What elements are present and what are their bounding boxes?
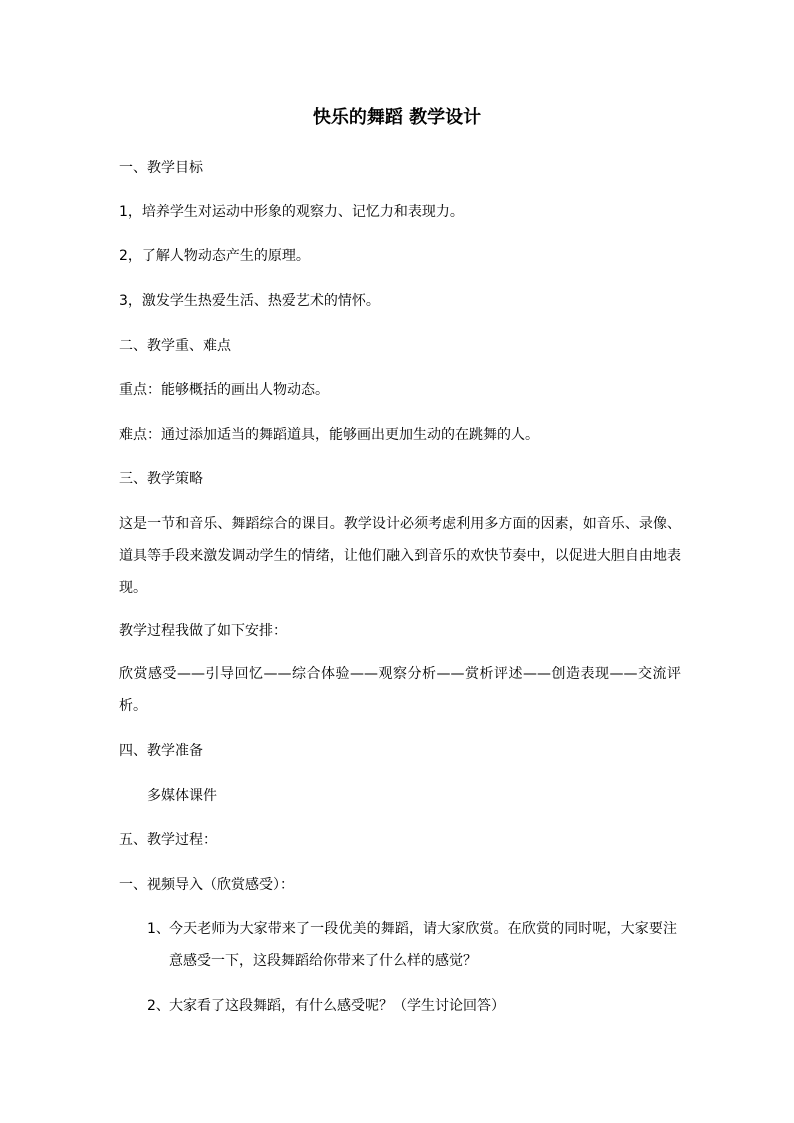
process-heading: 五、教学过程： bbox=[119, 832, 217, 848]
process-item-number: 2、 bbox=[147, 998, 170, 1014]
difficult-point: 难点：通过添加适当的舞蹈道具，能够画出更加生动的在跳舞的人。 bbox=[119, 427, 539, 443]
process-item-text: 大家看了这段舞蹈，有什么感受呢？（学生讨论回答） bbox=[169, 998, 505, 1014]
key-heading: 二、教学重、难点 bbox=[119, 338, 231, 354]
key-point: 重点：能够概括的画出人物动态。 bbox=[119, 382, 329, 398]
arrangement-intro: 教学过程我做了如下安排： bbox=[119, 623, 287, 639]
goals-heading: 一、教学目标 bbox=[119, 160, 203, 176]
arrangement-flow: 欣赏感受——引导回忆——综合体验——观察分析——赏析评述——创造表现——交流评析。 bbox=[119, 666, 681, 714]
process-item-2 bbox=[147, 990, 677, 1022]
document-title: 快乐的舞蹈 教学设计 bbox=[312, 107, 482, 128]
goal-item-2: 2，了解人物动态产生的原理。 bbox=[119, 248, 310, 264]
process-sub-heading: 一、视频导入（欣赏感受）： bbox=[119, 877, 294, 893]
goal-item-1: 1，培养学生对运动中形象的观察力、记忆力和表现力。 bbox=[119, 204, 464, 220]
process-item-number: 1、 bbox=[147, 921, 170, 937]
prep-heading: 四、教学准备 bbox=[119, 743, 203, 759]
prep-item: 多媒体课件 bbox=[147, 788, 217, 804]
strategy-heading: 三、教学策略 bbox=[119, 471, 203, 487]
process-item-1 bbox=[147, 913, 677, 977]
strategy-paragraph: 这是一节和音乐、舞蹈综合的课目。教学设计必须考虑利用多方面的因素，如音乐、录像、道具等手段来激发调动学生的情绪，让他们融入到音乐的欢快节奏中，以促进大胆自由地表现。 bbox=[119, 516, 681, 596]
process-item-text: 今天老师为大家带来了一段优美的舞蹈，请大家欣赏。在欣赏的同时呢，大家要注意感受一下，这段舞蹈给你带来了什么样的感觉？ bbox=[169, 921, 677, 969]
goal-item-3: 3，激发学生热爱生活、热爱艺术的情怀。 bbox=[119, 293, 380, 309]
